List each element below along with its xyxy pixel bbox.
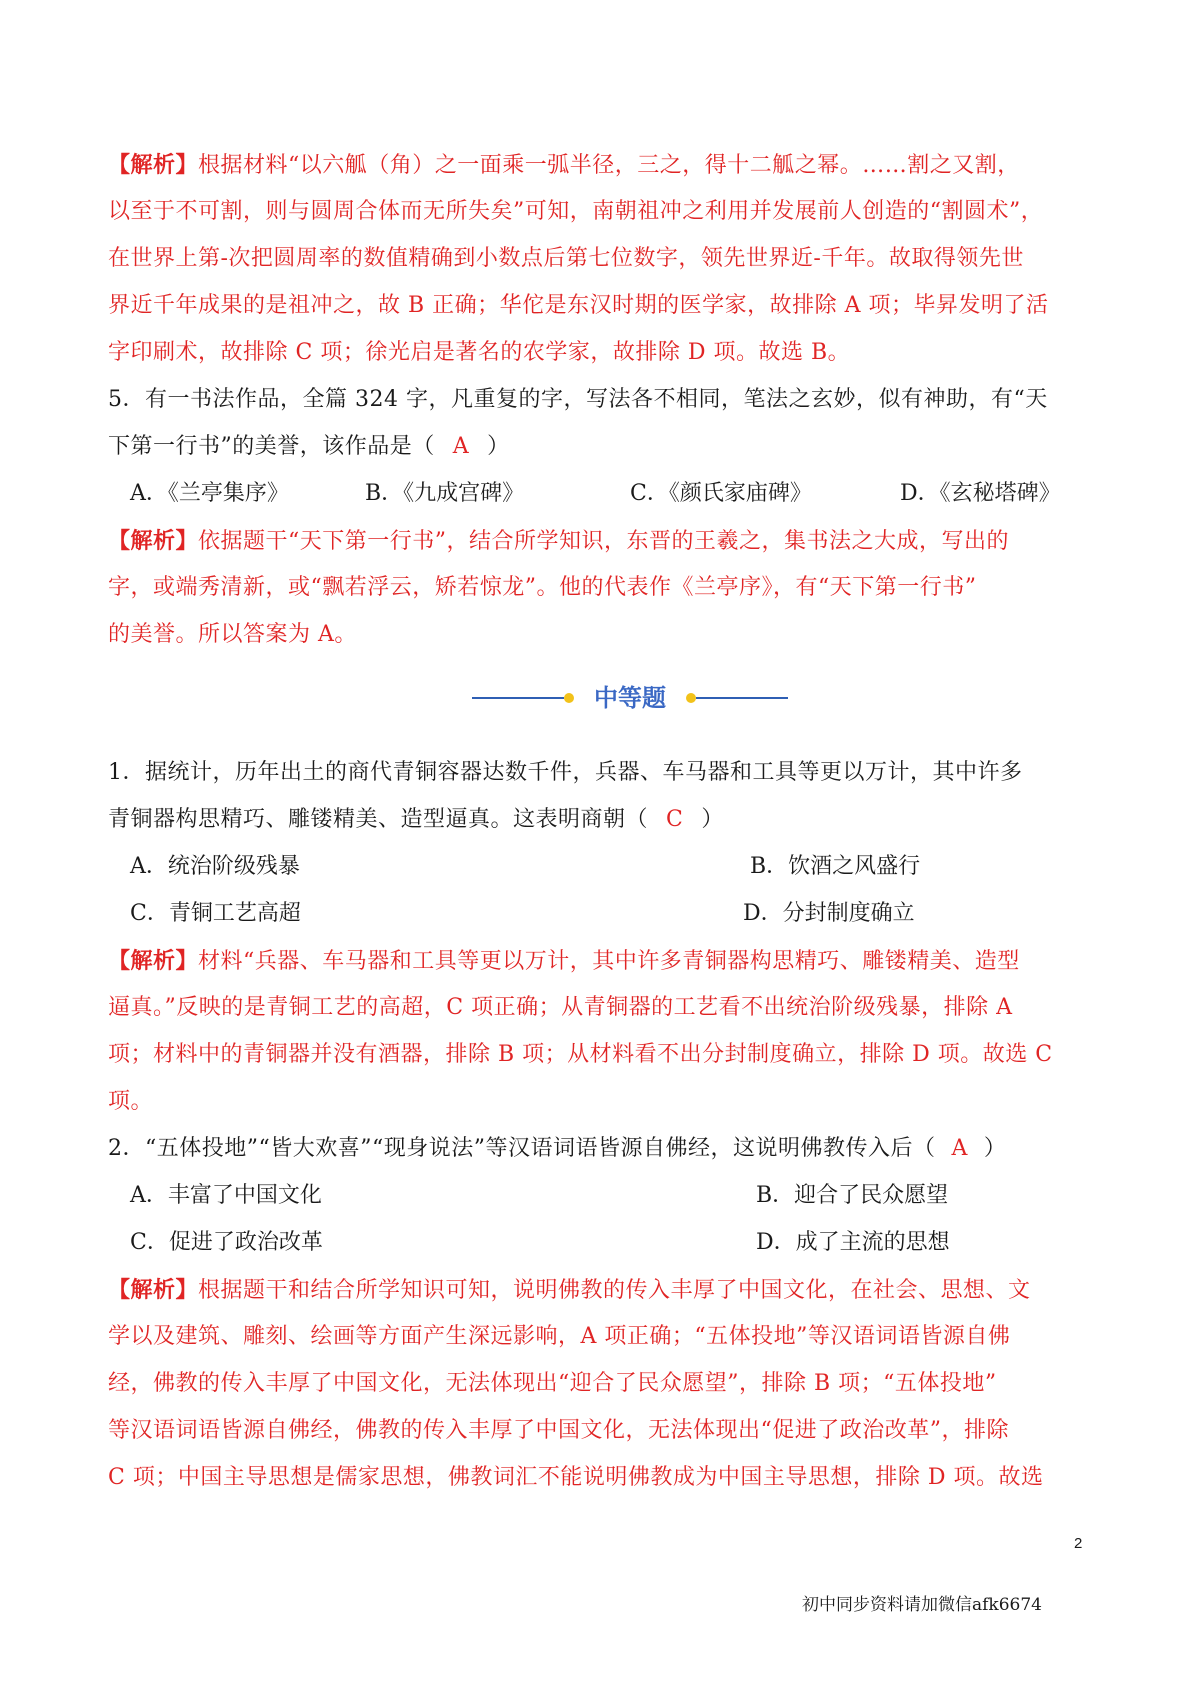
m2-option-c: C．促进了政治改革 — [130, 1230, 323, 1255]
q5-analysis-line: 【解析】依据题干“天下第一行书”，结合所学知识，东晋的王羲之，集书法之大成，写出的 — [108, 528, 1010, 554]
m2-option-a: A．丰富了中国文化 — [130, 1183, 322, 1208]
page-number: 2 — [1074, 1535, 1083, 1552]
q5-option-d: D．《玄秘塔碑》 — [900, 481, 1061, 506]
m1-option-b: B．饮酒之风盛行 — [750, 854, 921, 879]
m1-option-c: C．青铜工艺高超 — [130, 901, 301, 926]
q5-analysis-line: 的美誉。所以答案为 A。 — [108, 622, 357, 647]
section-title: 中等题 — [594, 684, 666, 712]
section-divider — [470, 680, 790, 716]
analysis-tag: 【解析】 — [108, 152, 199, 178]
m2-analysis-line: C 项；中国主导思想是儒家思想，佛教词汇不能说明佛教成为中国主导思想，排除 D 项。故选 — [108, 1465, 1044, 1490]
footer-note: 初中同步资料请加微信afk6674 — [802, 1595, 1042, 1615]
q5-stem-line: 5．有一书法作品，全篇 324 字，凡重复的字，写法各不相同，笔法之玄妙，似有神助，有“天 — [108, 387, 1048, 412]
q4-analysis-line: 界近千年成果的是祖冲之，故 B 正确；华佗是东汉时期的医学家，故排除 A 项；毕昇发明了活 — [108, 293, 1049, 318]
m1-analysis-line: 项。 — [108, 1089, 154, 1114]
q5-option-a: A．《兰亭集序》 — [130, 481, 289, 506]
m1-option-d: D．分封制度确立 — [743, 901, 915, 926]
m2-analysis-line: 等汉语词语皆源自佛经，佛教的传入丰厚了中国文化，无法体现出“促进了政治改革”，排除 — [108, 1418, 1009, 1443]
analysis-tag: 【解析】 — [108, 1277, 199, 1303]
m1-option-a: A．统治阶级残暴 — [130, 854, 300, 879]
q5-stem-line: 下第一行书”的美誉，该作品是（ A ） — [108, 434, 510, 459]
m1-analysis-line: 【解析】材料“兵器、车马器和工具等更以万计，其中许多青铜器构思精巧、雕镂精美、造型 — [108, 948, 1020, 974]
m1-analysis-line: 项；材料中的青铜器并没有酒器，排除 B 项；从材料看不出分封制度确立，排除 D 项。故选 C — [108, 1042, 1053, 1067]
m1-answer: C — [666, 807, 684, 832]
q5-option-b: B．《九成宫碑》 — [365, 481, 525, 506]
m2-option-b: B．迎合了民众愿望 — [756, 1183, 949, 1208]
m2-analysis-line: 【解析】根据题干和结合所学知识可知，说明佛教的传入丰厚了中国文化，在社会、思想、文 — [108, 1277, 1031, 1303]
analysis-tag: 【解析】 — [108, 948, 199, 974]
m1-stem-line: 青铜器构思精巧、雕镂精美、造型逼真。这表明商朝（ C ） — [108, 807, 724, 832]
m2-analysis-line: 经，佛教的传入丰厚了中国文化，无法体现出“迎合了民众愿望”，排除 B 项；“五体投地” — [108, 1371, 997, 1396]
m1-stem-line: 1．据统计，历年出土的商代青铜容器达数千件，兵器、车马器和工具等更以万计，其中许多 — [108, 760, 1023, 785]
m2-option-d: D．成了主流的思想 — [756, 1230, 950, 1255]
q4-analysis-line: 在世界上第-次把圆周率的数值精确到小数点后第七位数字，领先世界近-千年。故取得领先世 — [108, 246, 1024, 271]
q5-answer: A — [452, 434, 470, 459]
m1-analysis-line: 逼真。”反映的是青铜工艺的高超，C 项正确；从青铜器的工艺看不出统治阶级残暴，排除 A — [108, 995, 1013, 1020]
divider-dot-right — [686, 693, 696, 703]
m2-answer: A — [951, 1136, 968, 1161]
q5-option-c: C．《颜氏家庙碑》 — [630, 481, 812, 506]
q4-analysis-line: 【解析】根据材料“以六觚（角）之一面乘一弧半径，三之，得十二觚之幂。……割之又割， — [108, 152, 1020, 178]
m2-stem-line: 2．“五体投地”“皆大欢喜”“现身说法”等汉语词语皆源自佛经，这说明佛教传入后（ A ） — [108, 1136, 1007, 1161]
m2-analysis-line: 学以及建筑、雕刻、绘画等方面产生深远影响，A 项正确；“五体投地”等汉语词语皆源自佛 — [108, 1324, 1011, 1349]
analysis-tag: 【解析】 — [108, 528, 199, 554]
q4-analysis-line: 以至于不可割，则与圆周合体而无所失矣”可知，南朝祖冲之利用并发展前人创造的“割圆术”， — [108, 199, 1044, 224]
q5-analysis-line: 字，或端秀清新，或“飘若浮云，矫若惊龙”。他的代表作《兰亭序》，有“天下第一行书” — [108, 575, 977, 600]
q4-analysis-line: 字印刷术，故排除 C 项；徐光启是著名的农学家，故排除 D 项。故选 B。 — [108, 340, 851, 365]
divider-line-right — [696, 697, 788, 699]
